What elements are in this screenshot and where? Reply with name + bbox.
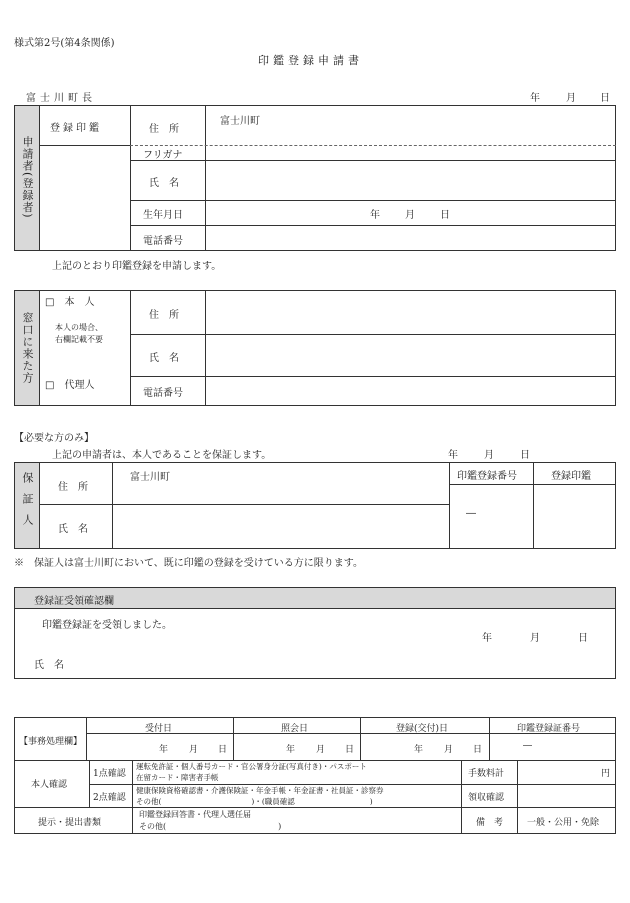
guarantor-name-label: 氏 名 [58,524,88,535]
birth-year: 年 [370,210,380,221]
receipt-date-year: 年 [482,633,492,644]
issue-date-d: 日 [473,745,483,755]
applicant-phone-label: 電話番号 [143,236,183,247]
applicant-address-label: 住 所 [149,124,179,135]
seal-label: 登録印鑑 [50,123,102,134]
reg-number-label: 印鑑登録番号 [457,471,517,482]
window-address-label: 住 所 [149,310,179,321]
self-note-1: 本人の場合、 [55,323,103,332]
form-number: 様式第2号(第4条関係) [14,38,115,49]
header-date-month: 月 [566,93,576,104]
applicant-name-label: 氏 名 [149,178,179,189]
addressee: 富士川町長 [26,93,96,104]
header-date-day: 日 [600,93,610,104]
receipt-date-day: 日 [578,633,588,644]
header-date-year: 年 [530,93,540,104]
presented-label: 提示・提出書類 [38,818,102,828]
receipt-date-d: 日 [218,745,228,755]
guarantor-table [14,462,616,549]
two-point-label: 2点確認 [93,793,126,803]
issue-date-m: 月 [444,745,454,755]
remarks-value: 一般・公用・免除 [527,818,600,828]
inquiry-date-y: 年 [286,745,296,755]
inquiry-date-d: 日 [345,745,355,755]
guarantor-address-label: 住 所 [58,482,88,493]
fee-unit: 円 [601,769,611,779]
receipt-text: 印鑑登録証を受領しました。 [42,620,172,631]
col-issue-date: 登録(交付)日 [396,724,449,734]
window-side-label: 窓口に来た方 [21,312,34,384]
self-note-2: 右欄記載不要 [55,335,103,344]
remarks-label: 備 考 [476,818,504,828]
card-number-value: ― [523,741,532,751]
reg-number-value: ― [466,508,476,519]
col-card-number: 印鑑登録証番号 [517,724,581,734]
guarantor-note: ※ 保証人は富士川町において、既に印鑑の登録を受けている方に限ります。 [14,558,363,569]
guarantee-text: 上記の申請者は、本人であることを保証します。 [52,450,272,461]
col-receipt-date: 受付日 [145,724,173,734]
guarantor-date-month: 月 [484,450,494,461]
self-option[interactable]: □ 本 人 [45,297,95,308]
applicant-address-value[interactable]: 富士川町 [220,116,260,127]
applicant-side-label: 申請者(登録者) [21,136,34,219]
window-name-label: 氏 名 [149,353,179,364]
applicant-table [14,105,616,251]
one-point-docs-1: 運転免許証・個人番号カード・官公署身分証(写真付き)・パスポート [136,762,367,771]
office-section-label: 【事務処理欄】 [19,737,83,747]
window-table [14,290,616,406]
one-point-label: 1点確認 [93,769,126,779]
one-point-docs-2: 在留カード・障害者手帳 [136,773,219,782]
birth-month: 月 [405,210,415,221]
guarantor-address-value[interactable]: 富士川町 [130,472,170,483]
fee-label: 手数料計 [468,769,505,779]
receipt-name-label: 氏 名 [34,660,64,671]
two-point-docs-2: その他( )・(職員確認 ) [136,797,373,806]
receipt-date-y: 年 [159,745,169,755]
presented-docs-2: その他( ) [139,822,282,831]
col-inquiry-date: 照会日 [281,724,309,734]
guarantor-date-day: 日 [520,450,530,461]
guarantor-heading: 【必要な方のみ】 [14,433,94,444]
collect-label: 領収確認 [468,793,505,803]
request-text: 上記のとおり印鑑登録を申請します。 [52,261,222,272]
window-phone-label: 電話番号 [143,388,183,399]
inquiry-date-m: 月 [316,745,326,755]
two-point-docs-1: 健康保険資格確認書・介護保険証・年金手帳・年金証書・社員証・診察券 [136,786,384,795]
guarantor-date-year: 年 [448,450,458,461]
issue-date-y: 年 [414,745,424,755]
identity-label: 本人確認 [31,780,68,790]
guarantor-seal-label: 登録印鑑 [551,471,591,482]
receipt-date-m: 月 [189,745,199,755]
birth-day: 日 [440,210,450,221]
receipt-heading: 登録証受領確認欄 [34,596,114,607]
receipt-date-month: 月 [530,633,540,644]
presented-docs-1: 印鑑登録回答書・代理人選任届 [139,810,251,819]
furigana-label: フリガナ [143,150,183,161]
birth-label: 生年月日 [143,210,183,221]
page-title: 印鑑登録申請書 [258,54,363,67]
proxy-option[interactable]: □ 代理人 [45,380,95,391]
guarantor-side-label: 保証人 [21,472,34,535]
